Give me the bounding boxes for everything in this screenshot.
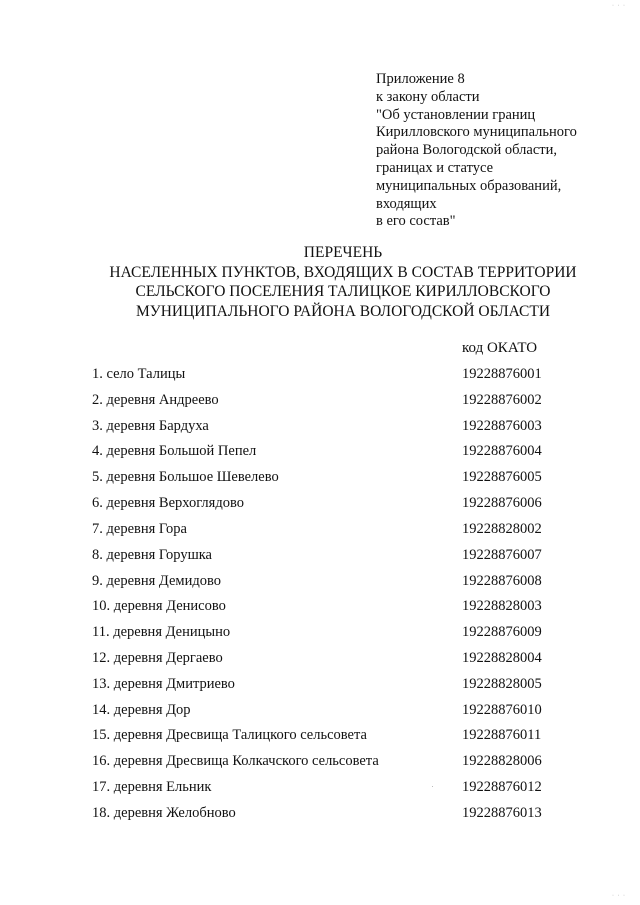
settlement-name: 17. деревня Ельник — [92, 779, 212, 795]
annex-line: Приложение 8 — [376, 71, 465, 87]
settlement-name: 12. деревня Дергаево — [92, 649, 223, 666]
settlement-row — [0, 469, 640, 495]
okato-code: 19228876005 — [462, 469, 542, 486]
settlement-row — [0, 392, 640, 418]
settlement-name: 6. деревня Верхоглядово — [92, 495, 244, 512]
annex-line: в его состав" — [376, 213, 456, 230]
settlement-row — [0, 624, 640, 650]
annex-line: Кирилловского муниципального — [376, 124, 577, 141]
settlement-name: 2. деревня Андреево — [92, 391, 219, 408]
settlement-name: 8. деревня Горушка — [92, 546, 212, 563]
title-line: СЕЛЬСКОГО ПОСЕЛЕНИЯ ТАЛИЦКОЕ КИРИЛЛОВСКОГО — [135, 283, 551, 300]
settlement-name: 16. деревня Дресвища Колкачского сельсовета — [92, 753, 379, 770]
scan-mark: · · · — [612, 893, 626, 899]
okato-code: 19228876009 — [462, 624, 542, 641]
settlement-name: 4. деревня Большой Пепел — [92, 443, 257, 460]
settlement-row — [0, 650, 640, 676]
settlement-name: 5. деревня Большое Шевелево — [92, 469, 279, 486]
settlement-row — [0, 702, 640, 728]
settlement-name: 10. деревня Денисово — [92, 598, 226, 615]
settlement-name: 14. деревня Дор — [92, 701, 191, 718]
okato-code: 19228876003 — [462, 417, 542, 434]
settlement-name: 11. деревня Деницыно — [92, 624, 231, 641]
annex-line: к закону области — [376, 88, 480, 105]
settlement-row — [0, 598, 640, 624]
title-line: НАСЕЛЕННЫХ ПУНКТОВ, ВХОДЯЩИХ В СОСТАВ ТЕРРИТОРИИ — [109, 263, 577, 281]
okato-code: 19228876002 — [462, 391, 542, 408]
settlement-row — [0, 495, 640, 521]
settlement-name: 9. деревня Демидово — [92, 572, 221, 589]
annex-line: входящих — [376, 195, 437, 212]
settlement-row — [0, 443, 640, 469]
settlement-row — [0, 366, 640, 392]
okato-code: 19228828004 — [462, 649, 542, 666]
okato-code: 19228828005 — [462, 675, 542, 692]
settlement-name: 18. деревня Желобново — [92, 804, 236, 821]
settlement-row — [0, 727, 640, 753]
document-title — [60, 243, 626, 321]
annex-line: муниципальных образований, — [376, 177, 562, 194]
annex-line: "Об установлении границ — [376, 106, 536, 123]
okato-code: 19228828003 — [462, 598, 542, 615]
scan-mark: · · · — [612, 3, 626, 9]
settlement-name: 13. деревня Дмитриево — [92, 675, 235, 692]
annex-line: района Вологодской области, — [376, 142, 558, 159]
okato-code: 19228876012 — [462, 779, 542, 795]
annex-block — [376, 71, 626, 231]
okato-code: 19228876001 — [462, 366, 542, 382]
okato-code: 19228876004 — [462, 443, 542, 460]
settlement-row — [0, 676, 640, 702]
settlement-list — [0, 366, 640, 831]
settlement-row — [0, 805, 640, 831]
settlement-row — [0, 779, 640, 805]
okato-code: 19228876011 — [462, 727, 542, 744]
settlement-name: 1. село Талицы — [92, 366, 186, 382]
okato-code: 19228828002 — [462, 520, 542, 537]
title-line: МУНИЦИПАЛЬНОГО РАЙОНА ВОЛОГОДСКОЙ ОБЛАСТИ — [135, 302, 551, 320]
settlement-row — [0, 418, 640, 444]
annex-line: границах и статусе — [376, 159, 494, 176]
okato-code: 19228876013 — [462, 804, 542, 821]
okato-code: 19228876007 — [462, 546, 542, 563]
settlement-name: 3. деревня Бардуха — [92, 417, 209, 434]
settlement-name: 15. деревня Дресвища Талицкого сельсовета — [92, 727, 367, 744]
okato-code: 19228876008 — [462, 572, 542, 589]
settlement-row — [0, 753, 640, 779]
settlement-row — [0, 521, 640, 547]
okato-code: 19228828006 — [462, 753, 542, 770]
settlement-name: 7. деревня Гора — [92, 520, 187, 537]
okato-code: 19228876010 — [462, 701, 542, 718]
title-line: ПЕРЕЧЕНЬ — [303, 244, 383, 261]
okato-code: 19228876006 — [462, 495, 542, 512]
okato-column-header: код ОКАТО — [462, 340, 538, 356]
settlement-row — [0, 547, 640, 573]
settlement-row — [0, 573, 640, 599]
scan-speck — [432, 786, 433, 787]
